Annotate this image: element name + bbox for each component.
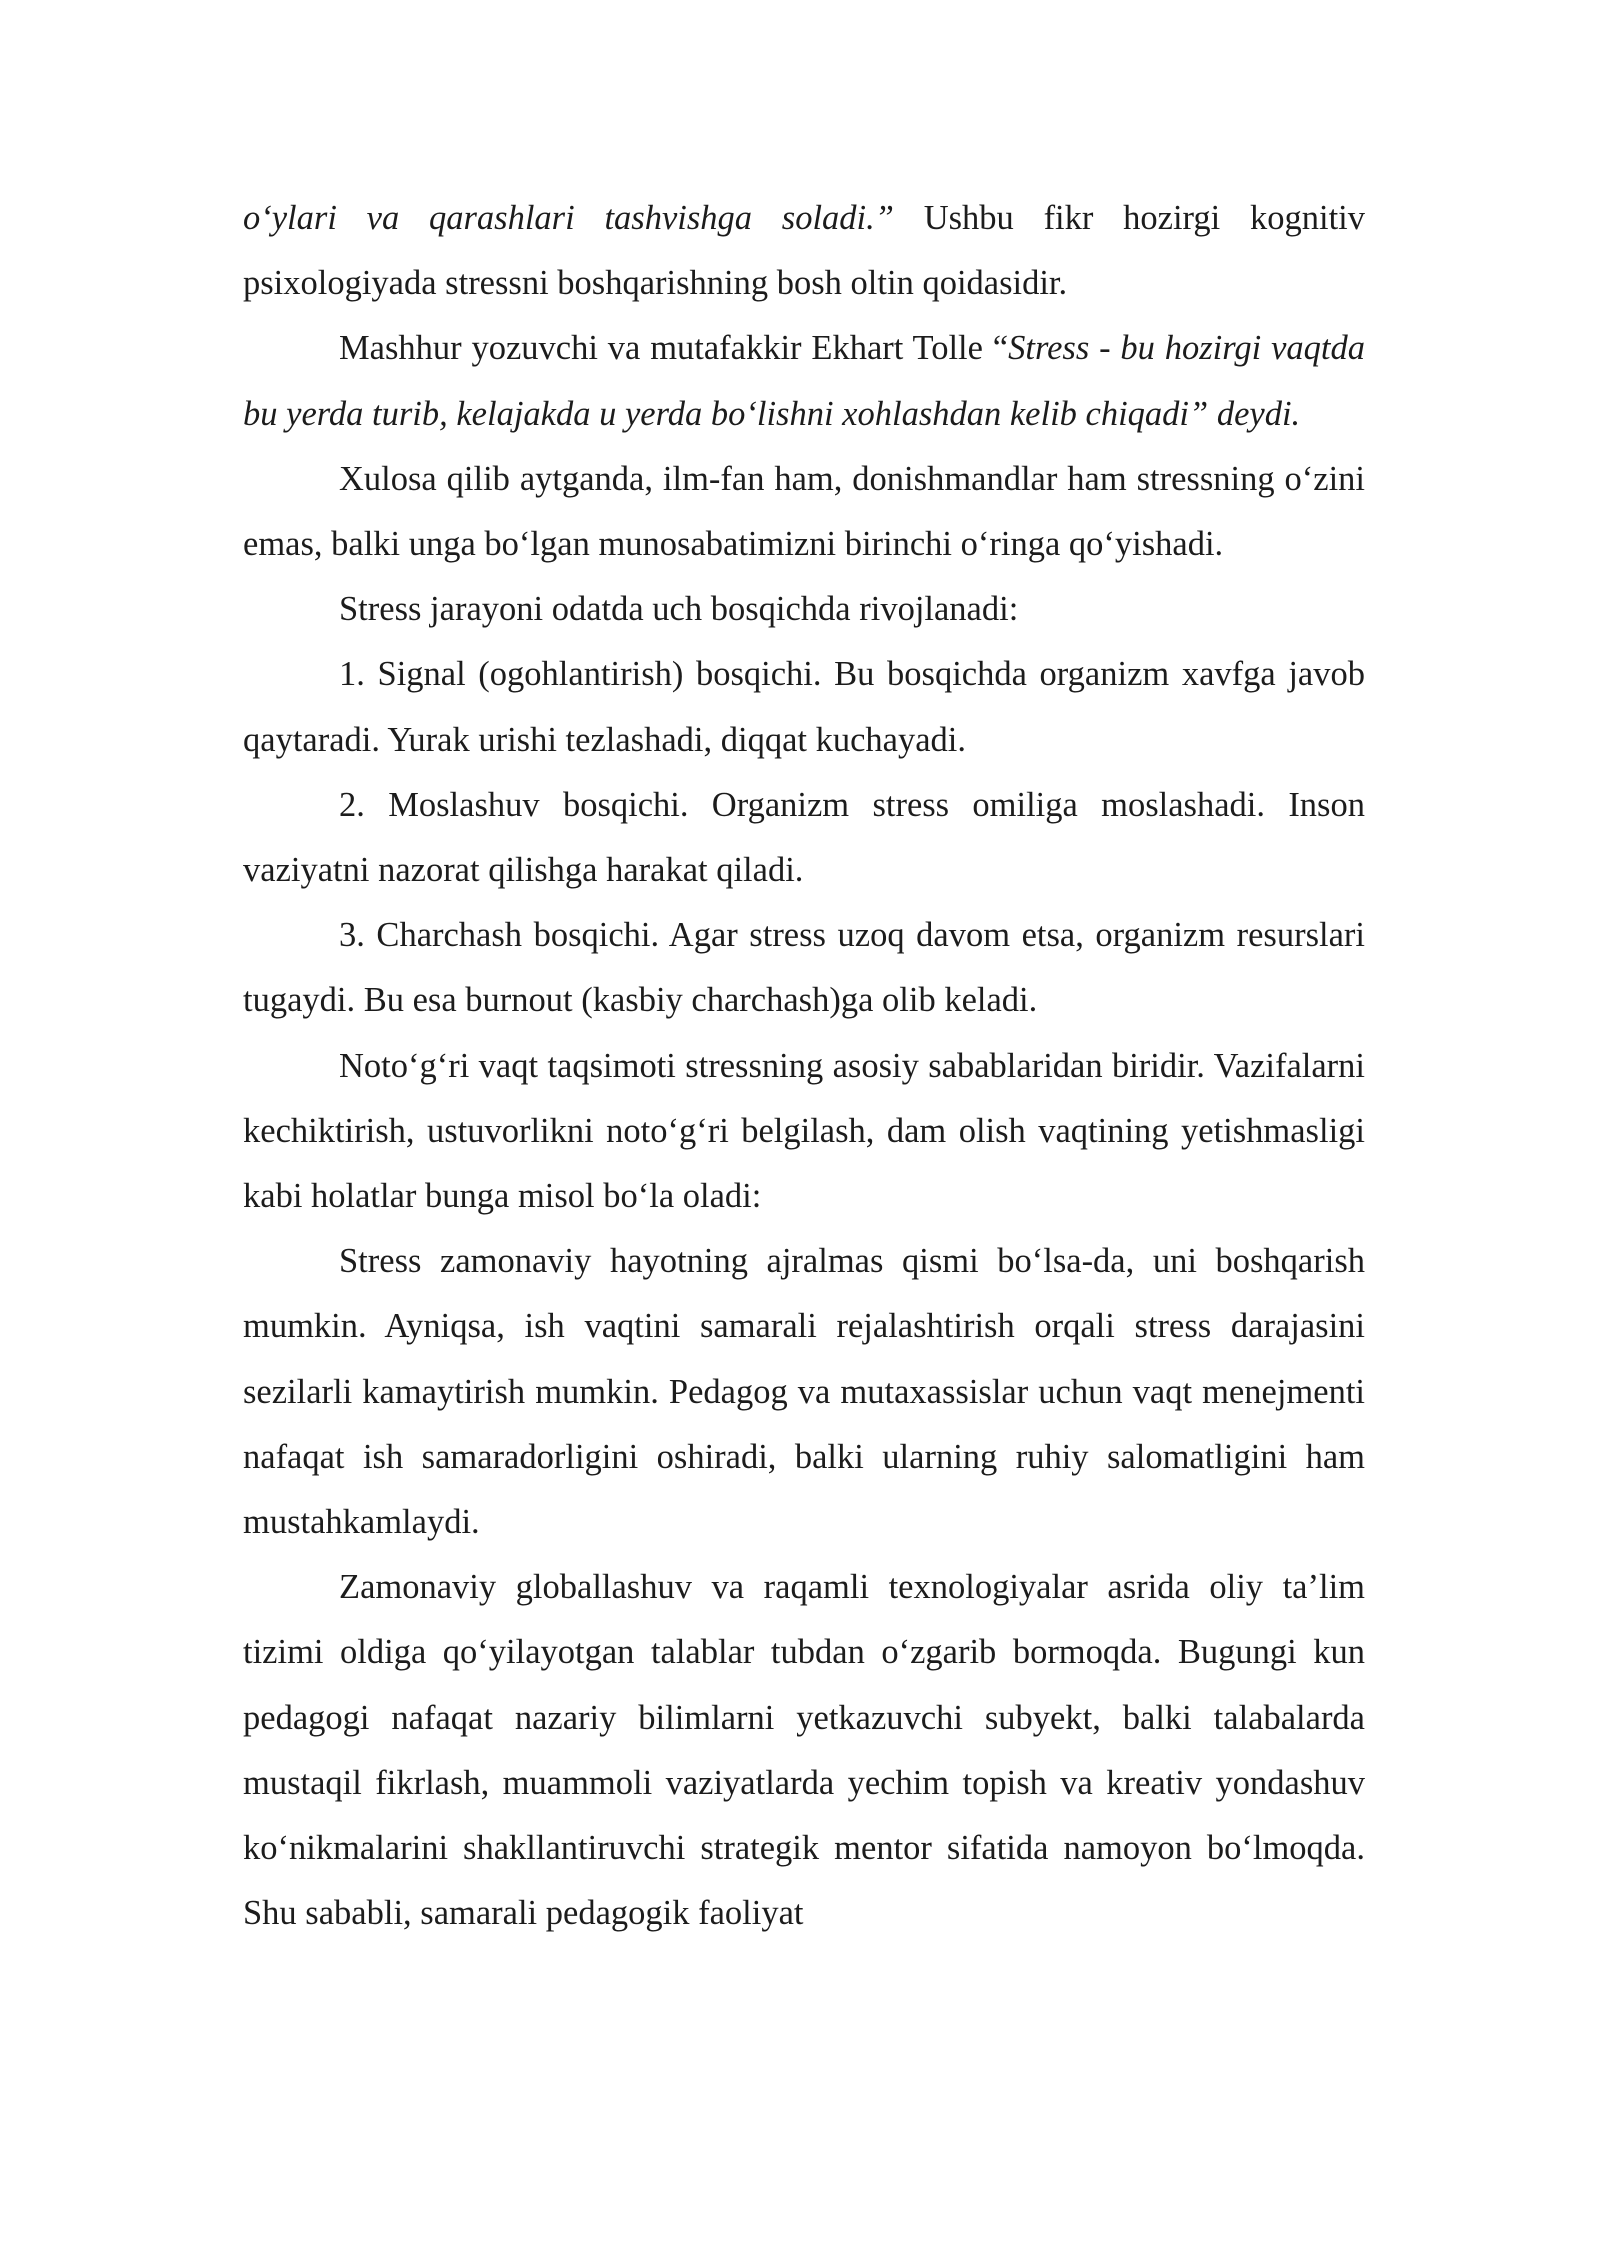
paragraph-segment: Noto‘g‘ri vaqt taqsimoti stressning asosiy sabablaridan biridir. Vazifalarni kechiktirish, ustuvorlikni noto‘g‘ri belgilash, dam olish vaqtining yetishmasligi kabi holatlar bunga misol bo‘la oladi:	[243, 1046, 1365, 1216]
list-item-stage-1	[243, 642, 1365, 772]
paragraph-segment: Xulosa qilib aytganda, ilm-fan ham, donishmandlar ham stressning o‘zini emas, balki unga bo‘lgan munosabatimizni birinchi o‘ringa qo‘yishadi.	[243, 459, 1365, 564]
paragraph-stress-management	[243, 1229, 1365, 1555]
paragraph-segment: Ushbu fikr hozirgi kognitiv psixologiyada stressni boshqarishning bosh oltin qoidasidir.	[243, 199, 1365, 303]
paragraph-segment: Zamonaviy globallashuv va raqamli texnologiyalar asrida oliy ta’lim tizimi oldiga qo‘yilayotgan talablar tubdan o‘zgarib bormoqda. Bugungi kun pedagogi nafaqat nazariy bilimlarni yetkazuvchi subyekt, balki talabalarda mustaqil fikrlash, muammoli vaziyatlarda yechim topish va kreativ yondashuv ko‘nikmalarini shakllantiruvchi strategik mentor sifatida namoyon bo‘lmoqda. Shu sababli, samarali pedagogik faoliyat	[243, 1568, 1365, 1933]
paragraph-segment-italic: Stress - bu hozirgi vaqtda bu yerda turib, kelajakda u yerda bo‘lishni xohlashdan kelib chiqadi” deydi.	[243, 329, 1365, 433]
paragraph-segment-italic: o‘ylari va qarashlari tashvishga soladi.”	[243, 199, 894, 237]
paragraph-segment: 3. Charchash bosqichi. Agar stress uzoq davom etsa, organizm resurslari tugaydi. Bu esa burnout (kasbiy charchash)ga olib keladi.	[243, 916, 1365, 1020]
paragraph-stages-intro	[243, 577, 1365, 642]
list-item-stage-2	[243, 773, 1365, 903]
document-page	[243, 186, 1365, 1946]
paragraph-tolle-quote	[243, 316, 1365, 446]
paragraph-conclusion	[243, 447, 1365, 577]
list-item-stage-3	[243, 903, 1365, 1033]
paragraph-segment: Stress zamonaviy hayotning ajralmas qismi bo‘lsa-da, uni boshqarish mumkin. Ayniqsa, ish vaqtini samarali rejalashtirish orqali stress darajasini sezilarli kamaytirish mumkin. Pedagog va mutaxassislar uchun vaqt menejmenti nafaqat ish samaradorligini oshiradi, balki ularning ruhiy salomatligini ham mustahkamlaydi.	[243, 1242, 1365, 1542]
paragraph-time-allocation	[243, 1034, 1365, 1230]
paragraph-segment: Stress jarayoni odatda uch bosqichda rivojlanadi:	[339, 590, 1019, 629]
paragraph-segment: 2. Moslashuv bosqichi. Organizm stress omiliga moslashadi. Inson vaziyatni nazorat qilishga harakat qiladi.	[243, 785, 1365, 890]
paragraph-segment: 1. Signal (ogohlantirish) bosqichi. Bu bosqichda organizm xavfga javob qaytaradi. Yurak urishi tezlashadi, diqqat kuchayadi.	[243, 655, 1365, 759]
paragraph-quote-ending	[243, 186, 1365, 316]
paragraph-segment: Mashhur yozuvchi va mutafakkir Ekhart Tolle “	[339, 329, 1009, 368]
paragraph-globalization	[243, 1555, 1365, 1946]
